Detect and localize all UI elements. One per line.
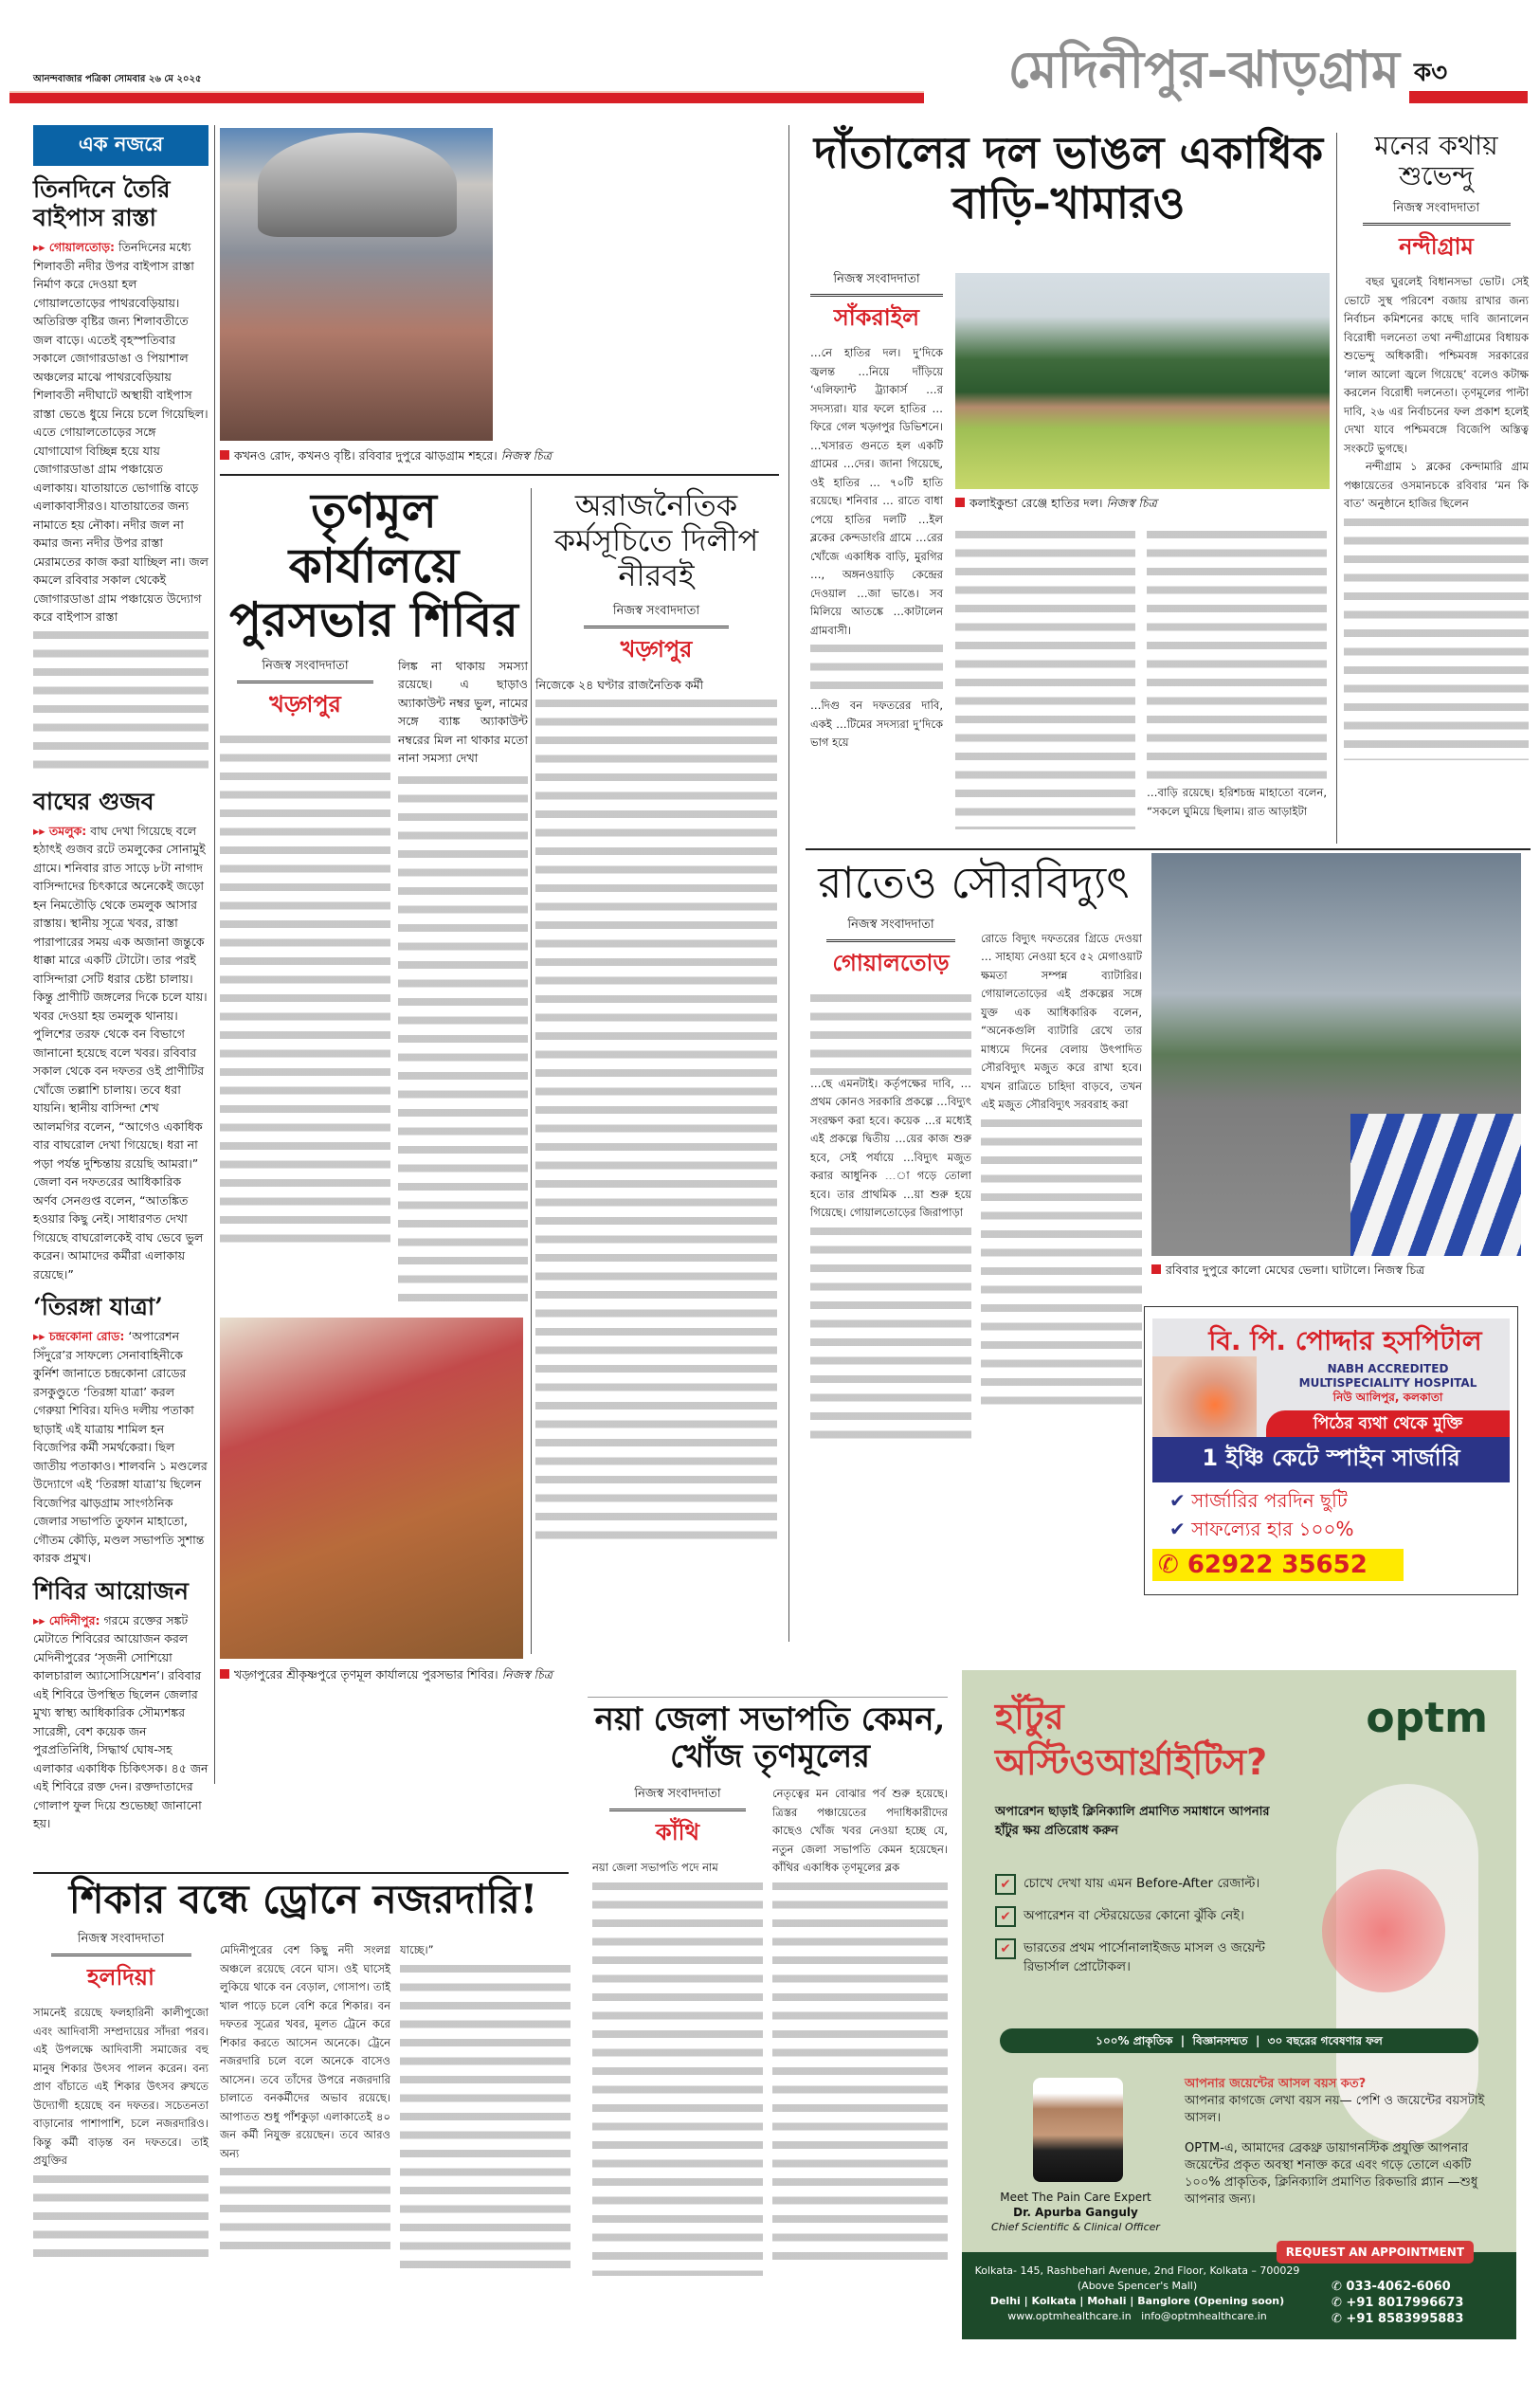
dateline-place: গোয়ালতোড় xyxy=(832,949,950,976)
photo-credit: নিজস্ব চিত্র xyxy=(1106,496,1157,510)
brief-place: ▸▸ তমলুক: xyxy=(33,824,86,838)
striped-railing xyxy=(1350,1114,1521,1256)
expert-name: Dr. Apurba Ganguly xyxy=(1013,2206,1138,2219)
ad-question-text: আপনার কাগজে লেখা বয়স নয়— পেশি ও জয়েন্টের বয়সটাই আসল। xyxy=(1185,2094,1485,2125)
address-note: (Above Spencer's Mall) xyxy=(1077,2280,1198,2292)
phone-line[interactable] xyxy=(1332,2311,1507,2327)
elephant-photo xyxy=(955,273,1330,489)
phone-number: +91 8583995883 xyxy=(1346,2312,1464,2326)
brief-text: তিনদিনের মধ্যে শিলাবতী নদীর উপর বাইপাস রাস্তা নির্মাণ করে দেওয়া হল গোয়ালতোড়ের পাথরবেড়িয়ায়। অতিরিক্ত বৃষ্টির জন্য শিলাবতীতে জল বাড়ে। এতেই বৃহস্পতিবার সকালে জোগারডাঙা ও পিয়াশাল অঞ্চলের মাঝে পাথরবেড়িয়ায় শিলাবতী নদীঘাটে অস্থায়ী বাইপাস রাস্তা ভেঙে ধুয়ে নিয়ে চলে গিয়েছিল। এতে গোয়ালতোড়ের সঙ্গে যোগাযোগ বিচ্ছিন্ন হয়ে যায় জোগারডাঙা গ্রাম পঞ্চায়েত এলাকায়। যাতায়াতে ভোগান্তি বাড়ে এলাকাবাসীরও। যাতায়াতের জন্য নামাতে হয় নৌকা। নদীর জল না কমার জন্য নদীর উপর রাস্তা মেরামতের কাজ করা যাচ্ছিল না। জল কমলে রবিবার সকাল থেকেই জোগারডাঙা গ্রাম পঞ্চায়েত উদ্যোগ করে বাইপাস রাস্তা xyxy=(33,240,209,624)
phone-number: 62922 35652 xyxy=(1187,1551,1368,1579)
expert-label: Meet The Pain Care Expert xyxy=(1000,2191,1151,2204)
drone-col1 xyxy=(33,1930,208,2265)
masthead-red-bar xyxy=(9,91,924,103)
photo-credit: নিজস্ব চিত্র xyxy=(501,1667,553,1682)
brief-title: তিনদিনে তৈরি বাইপাস রাস্তা xyxy=(33,175,171,231)
point-text: চোখে দেখা যায় এমন Before-After রেজাল্ট। xyxy=(1024,1876,1260,1891)
rain-photo-caption xyxy=(220,447,779,464)
poddar-hospital-ad[interactable] xyxy=(1144,1306,1518,1595)
dilip-body xyxy=(535,602,777,1548)
ad-headline: 1 ইঞ্চি কেটে স্পাইন সার্জারি xyxy=(1152,1437,1510,1482)
check-icon: ✔ xyxy=(1169,1489,1192,1512)
expert-title: Chief Scientific & Clinical Officer xyxy=(991,2221,1160,2233)
suvendu-body xyxy=(1344,199,1529,760)
article-text: সামনেই রয়েছে ফলহারিনী কালীপুজো এবং আদিবাসী সম্প্রদায়ের সাঁদরা পরব। এই উপলক্ষে আদিবাসী সমাজের বহু মানুষ শিকার উৎসব পালন করেন। বন্য প্রাণ বাঁচাতে এই শিকার উৎসব রুখতে উদ্যোগী হয়েছে বন দফতর। সচেতনতা বাড়ানোর পাশাপাশি, চলে নজরদারিও। কিন্তু কর্মী বাড়ন্ত বন দফতরে। তাই প্রযুক্তির xyxy=(33,2006,208,2168)
dateline-place: কাঁথি xyxy=(655,1819,700,1846)
brief-text: ‘অপারেশন সিঁদুরে’র সাফল্যে সেনাবাহিনীকে কুর্নিশ জানাতে চন্দ্রকোনা রোডের রসকুণ্ডুতে ‘তিরঙ্গা যাত্রা’ করল গেরুয়া শিবির। যদিও দলীয় পতাকা ছাড়াই এই যাত্রায় শামিল হন বিজেপির কর্মী সমর্থকেরা। ছিল জাতীয় পতাকাও। শালবনি ১ মণ্ডলের উদ্যোগে এই ‘তিরঙ্গা যাত্রা’য় ছিলেন বিজেপির ঝাড়গ্রাম সাংগঠনিক জেলার সভাপতি তুফান মাহাতো, গৌতম কৌড়ি, মণ্ডল সভাপতি সুশান্ত কারক প্রমুখ। xyxy=(33,1329,208,1565)
masthead-red-bar-right xyxy=(1409,91,1528,103)
ad-point xyxy=(1169,1486,1493,1515)
article-text: নয়া জেলা সভাপতি পদে নাম xyxy=(592,1861,718,1875)
knee-inflammation xyxy=(1322,1869,1445,1992)
brief-text: গরমে রক্তের সঙ্কট মেটাতে শিবিরের আয়োজন করল মেদিনীপুরের ‘সৃজনী সোশিয়ো কালচারাল অ্যাসোসিয়েশন’। রবিবার এই শিবিরে উপস্থিত ছিলেন জেলার মুখ্য স্বাস্থ্য আধিকারিক সৌম্যশঙ্কর সারেঙ্গী, বেশ কয়েক জন পুরপ্রতিনিধি, সিদ্ধার্থ ঘোষ-সহ এলাকার একাধিক চিকিৎসক। ৪৫ জন এই শিবিরে রক্ত দেন। রক্তদাতাদের গোলাপ ফুল দিয়ে শুভেচ্ছা জানানো হয়। xyxy=(33,1612,208,1830)
article-text: …বাড়ি রয়েছে। হরিশচন্দ্র মাহাতো বলেন, “সকলে ঘুমিয়ে ছিলাম। রাত আড়াইটা xyxy=(1147,786,1327,818)
article-text: …দিগু বন দফতরের দাবি, একই …টিমের সদস্যরা দু’দিকে ভাগ হয়ে xyxy=(810,699,943,749)
phone-number: +91 8017996673 xyxy=(1346,2296,1464,2310)
camp-photo xyxy=(220,1318,523,1659)
sidebar-label: এক নজরে xyxy=(33,125,208,166)
phone-icon: ✆ xyxy=(1332,2296,1347,2310)
ad-question: আপনার জয়েন্টের আসল বয়স কত? xyxy=(1185,2077,1367,2091)
district-col2 xyxy=(772,1785,948,2266)
column-divider xyxy=(531,488,532,1654)
optm-ad[interactable] xyxy=(962,1670,1516,2339)
dateline-place: নন্দীগ্রাম xyxy=(1399,233,1474,261)
optm-logo: optm xyxy=(1366,1694,1488,1742)
issue-date: সোমবার ২৬ মে ২০২৫ xyxy=(114,74,202,84)
camp-col1 xyxy=(220,657,390,1243)
drone-col2 xyxy=(220,1941,390,2258)
solar-col2 xyxy=(981,930,1142,1409)
ek-nozore-sidebar xyxy=(33,125,208,1833)
phone-icon: ✆ xyxy=(1332,2280,1347,2294)
ad-point xyxy=(995,1906,1279,1927)
byline: নিজস্ব সংবাদদাতা xyxy=(826,916,955,942)
accreditation: NABH ACCREDITED xyxy=(1327,1362,1449,1375)
drone-story xyxy=(33,1877,573,2273)
column-divider xyxy=(214,125,215,1784)
point-text: ভারতের প্রথম পার্সোনালাইজড মাসল ও জয়েন্ট রিভার্সাল প্রোটোকল। xyxy=(1024,1940,1265,1974)
brief-title: ‘তিরঙ্গা যাত্রা’ xyxy=(33,1293,163,1320)
section-title: মেদিনীপুর-ঝাড়গ্রাম xyxy=(1003,40,1400,99)
paper-name: আনন্দবাজার পত্রিকা xyxy=(33,74,111,84)
request-appointment-button[interactable]: REQUEST AN APPOINTMENT xyxy=(1277,2241,1474,2264)
solar-headline: রাতেও সৌরবিদ্যুৎ xyxy=(818,857,1130,908)
brief-title: বাঘের গুজব xyxy=(33,787,154,815)
phone-number: 033-4062-6060 xyxy=(1346,2280,1451,2294)
byline: নিজস্ব সংবাদদাতা xyxy=(51,1930,191,1956)
dateline-place: খড়্গপুর xyxy=(620,636,693,664)
masthead-paper-date xyxy=(33,72,201,88)
ghatal-photo xyxy=(1151,853,1521,1256)
hospital-type: MULTISPECIALITY HOSPITAL xyxy=(1298,1376,1477,1390)
check-icon: ✔ xyxy=(1169,1518,1192,1540)
brief-bypass xyxy=(33,175,208,778)
check-icon: ✔ xyxy=(995,1938,1016,1959)
website-link[interactable]: www.optmhealthcare.in xyxy=(1007,2310,1132,2322)
point-text: অপারেশন বা স্টেরয়েডের কোনো ঝুঁকি নেই। xyxy=(1024,1908,1245,1923)
ad-footer xyxy=(962,2252,1516,2339)
cities: Delhi | Kolkata | Mohali | Banglore (Opening soon) xyxy=(989,2295,1285,2307)
district-headline: নয়া জেলা সভাপতি কেমন, খোঁজ তৃণমূলের xyxy=(594,1700,946,1776)
phone-icon: ✆ xyxy=(1332,2312,1347,2326)
article-text: নেতৃত্বের মন বোঝার পর্ব শুরু হয়েছে। ত্রিস্তর পঞ্চায়েতের পদাধিকারীদের কাছেও খোঁজ খবর নেওয়া হচ্ছে যে, নতুন জেলা সভাপতি কেমন হয়েছেন। কাঁথির একাধিক তৃণমূলের ব্লক xyxy=(772,1787,948,1875)
email-link[interactable]: info@optmhealthcare.in xyxy=(1141,2310,1267,2322)
byline: নিজস্ব সংবাদদাতা xyxy=(810,270,943,297)
article-text: যাচ্ছে।” xyxy=(400,1943,434,1957)
ad-phone[interactable] xyxy=(1152,1549,1404,1581)
column-divider xyxy=(788,125,789,1642)
article-text: …ছে এমনটাই। কর্তৃপক্ষের দাবি, …প্রথম কোনও সরকারি প্রকল্পে …বিদ্যুৎ সংরক্ষণ করা হবে। কয়েক …র মধ্যেই এই প্রকল্পে দ্বিতীয় …য়ের কাজ শুরু হবে, সেই পর্যায়ে …বিদ্যুৎ মজুত করার আধুনিক …া গড়ে তোলা হবে। তার প্রাথমিক …য়া শুরু হয়ে গিয়েছে। গোয়ালতোড়ের জিরাপাড়া xyxy=(810,1076,971,1220)
ad-title: অস্টিওআর্থ্রাইটিস? xyxy=(995,1741,1268,1783)
ad-tagline: পিঠের ব্যথা থেকে মুক্তি xyxy=(1266,1410,1510,1437)
brief-camp xyxy=(33,1577,208,1833)
ad-top xyxy=(1152,1318,1510,1437)
byline: নিজস্ব সংবাদদাতা xyxy=(1363,199,1511,226)
back-pain-image xyxy=(1152,1356,1257,1437)
hospital-location: নিউ আলিপুর, কলকাতা xyxy=(1332,1391,1443,1404)
district-col1 xyxy=(592,1785,763,2276)
photo-credit: নিজস্ব চিত্র xyxy=(500,448,553,463)
check-icon: ✔ xyxy=(995,1906,1016,1927)
camp-col2 xyxy=(398,657,528,1302)
brief-place: ▸▸ গোয়ালতোড়: xyxy=(33,240,115,254)
article-text: রোডে বিদ্যুৎ দফতরের গ্রিডে দেওয়া … সাহায্য নেওয়া হবে ৫২ মেগাওয়াট ক্ষমতা সম্পন্ন ব্যাটারির। গোয়ালতোড়ের এই প্রকল্পের সঙ্গে যুক্ত এক আধিকারিক বলেন, “অনেকগুলি ব্যাটারি রেখে তার মাধ্যমে দিনের বেলায় উৎপাদিত সৌরবিদ্যুৎ মজুত করে রাখা হবে। যখন রাত্রিতে চাহিদা বাড়বে, তখন এই মজুত সৌরবিদ্যুৎ সরবরাহ করা xyxy=(981,931,1142,1112)
check-icon: ✔ xyxy=(995,1874,1016,1895)
brief-text: বাঘ দেখা গিয়েছে বলে হঠাৎই গুজব রটে তমলুকের সোনামুই গ্রামে। শনিবার রাত সাড়ে ৮টা নাগাদ বাসিন্দাদের চিৎকারে অনেকেই জড়ো হন নিমতৌড়ি থেকে তমলুক আসার রাস্তায়। স্থানীয় সূত্রে খবর, রাস্তা পারাপারের সময় এক অজানা জন্তুকে ধাক্কা মারে একটি টোটো। তার পরই বাসিন্দারা সেটি ধরার চেষ্টা চালায়। কিন্তু প্রাণীটি জঙ্গলের দিকে চলে যায়। খবর দেওয়া হয় তমলুক থানায়। পুলিশের তরফ থেকে বন বিভাগে জানানো হয়েছে বলে খবর। রবিবার সকাল থেকে বন দফতর ওই প্রাণীটির খোঁজে তল্লাশি চালায়। তবে ধরা যায়নি। স্থানীয় বাসিন্দা শেখ আলমগির বলেন, “আগেও একাধিক বার বাঘরোল দেখা গিয়েছে। ধরা না পড়া পর্যন্ত দুশ্চিন্তায় রয়েছি আমরা।” জেলা বন দফতরের আধিকারিক অর্ণব সেনগুপ্ত বলেন, “আতঙ্কিত হওয়ার কিছু নেই। সাধারণত দেখা গিয়েছে বাঘরোলকেই বাঘ ভেবে ভুল করেন। আমাদের কর্মীরা এলাকায় রয়েছে।” xyxy=(33,823,208,1282)
article-text: মেদিনীপুরের বেশ কিছু নদী সংলগ্ন অঞ্চলে রয়েছে বেনে ঘাস। ওই ঘাসেই লুকিয়ে থাকে বন বেড়াল, গোসাপ। তাই খাল পাড়ে চলে বেশি করে শিকার। বন দফতর সূত্রের খবর, মূলত ট্রেনে করে শিকার করতে আসেন অনেকে। ট্রেনে নজরদারি চলে বলে অনেকে বাসেও আসেন। তবে তাঁদের উপরে নজরদারি চালাতে বনকর্মীদের অভাব রয়েছে। আপাতত শুধু পাঁশকুড়া এলাকাতেই ৪০ জন কর্মী নিযুক্ত রয়েছেন। তবে আরও অন্য xyxy=(220,1943,390,2160)
photo-credit: নিজস্ব চিত্র xyxy=(1374,1263,1425,1277)
ad-band: ১০০% প্রাকৃতিক | বিজ্ঞানসম্মত | ৩০ বছরের গবেষণার ফল xyxy=(1000,2028,1478,2053)
point-text: সাফল্যের হার ১০০% xyxy=(1191,1518,1354,1540)
caption-text: রবিবার দুপুরে কালো মেঘের ভেলা। ঘাটালে। xyxy=(1166,1263,1371,1277)
divider xyxy=(33,1872,569,1874)
phone-icon: ✆ xyxy=(1158,1551,1187,1579)
drone-headline: শিকার বন্ধে ড্রোনে নজরদারি! xyxy=(68,1876,538,1922)
umbrella-shape xyxy=(258,133,457,237)
camp-story xyxy=(220,483,528,1302)
article-text: নন্দীগ্রাম ১ ব্লকের কেন্দামারি গ্রাম পঞ্চায়েতের ওসমানচকে রবিবার ‘মন কি বাত’ অনুষ্ঠানে হাজির ছিলেন xyxy=(1344,460,1529,511)
byline: নিজস্ব সংবাদদাতা xyxy=(584,602,729,628)
elephant-col2 xyxy=(955,526,1135,829)
elephant-col1 xyxy=(810,270,943,753)
brief-place: ▸▸ মেদিনীপুর: xyxy=(33,1613,100,1627)
drone-col3 xyxy=(400,1941,571,2273)
phone-line[interactable] xyxy=(1332,2295,1507,2311)
article-text: …নে হাতির দল। দু’দিকে জ্বলন্ত …নিয়ে দাঁড়িয়ে ‘এলিফ্যান্ট ট্র্যাকার্স …র সদস্যরা। যার ফলে হাতির …ফিরে গেল খড়্গপুর ডিভিশনে। …খসারত গুনতে হল একটি গ্রামের …দের। জানা গিয়েছে, ওই হাতির … ৭০টি হাতি রয়েছে। শনিবার … রাতে বাধা পেয়ে হাতির দলটি …ইল ব্লকের কেন্দডাংরি গ্রামে …রের খোঁজে একাধিক বাড়ি, মুরগির …, অঙ্গনওয়াড়ি কেন্দ্রের দেওয়াল …জা ভাঙে। সব মিলিয়ে আতঙ্কে …কাটালেন গ্রামবাসী। xyxy=(810,346,943,637)
dilip-headline: অরাজনৈতিক কর্মসূচিতে দিলীপ নীরবই xyxy=(553,487,759,593)
article-text: লিঙ্ক না থাকায় সমস্যা রয়েছে। এ ছাড়াও অ্যাকাউন্ট নম্বর ভুল, নামের সঙ্গে ব্যাঙ্ক অ্যাকাউন্ট নম্বরের মিল না থাকার মতো নানা সমস্যা দেখা xyxy=(398,658,528,765)
column-divider xyxy=(1336,133,1337,844)
solar-story xyxy=(806,858,1142,1441)
suvendu-story xyxy=(1344,131,1529,760)
ad-point xyxy=(1169,1515,1493,1543)
hospital-name: বি. পি. পোদ্দার হসপিটাল xyxy=(1208,1325,1482,1356)
elephant-headline: দাঁতালের দল ভাঙল একাধিক বাড়ি-খামারও xyxy=(813,127,1324,228)
caption-text: খড়্গপুরের শ্রীকৃষ্ণপুরে তৃণমূল কার্যালয়ে পুরসভার শিবির। xyxy=(234,1667,498,1682)
brief-tiger xyxy=(33,788,208,1284)
camp-photo-caption xyxy=(220,1666,575,1683)
elephant-col3 xyxy=(1147,526,1327,821)
dateline-place: হলদিয়া xyxy=(86,1964,155,1991)
ad-point xyxy=(995,1938,1279,1976)
dateline-place: সাঁকরাইল xyxy=(833,304,920,331)
doctor-photo xyxy=(1033,2078,1123,2182)
byline: নিজস্ব সংবাদদাতা xyxy=(609,1785,746,1811)
elephant-photo-caption xyxy=(955,495,1330,512)
ghatal-photo-caption xyxy=(1151,1262,1521,1279)
ad-subtitle: অপারেশন ছাড়াই ক্লিনিক্যালি প্রমাণিত সমাধানে আপনার হাঁটুর ক্ষয় প্রতিরোধ করুন xyxy=(995,1805,1270,1838)
address: Kolkata- 145, Rashbehari Avenue, 2nd Floor, Kolkata – 700029 xyxy=(974,2264,1300,2277)
phone-line[interactable] xyxy=(1332,2279,1507,2295)
caption-text: কলাইকুন্ডা রেঞ্জে হাতির দল। xyxy=(969,496,1103,510)
dilip-story xyxy=(535,488,777,1548)
camp-headline: তৃণমূল কার্যালয়ে পুরসভার শিবির xyxy=(229,482,518,647)
point-text: সার্জারির পরদিন ছুটি xyxy=(1191,1489,1348,1512)
divider xyxy=(806,848,1531,850)
divider xyxy=(220,474,779,476)
ad-point xyxy=(995,1874,1279,1895)
divider xyxy=(588,1697,948,1698)
dateline-place: খড়্গপুর xyxy=(269,690,341,718)
brief-title: শিবির আয়োজন xyxy=(33,1576,189,1605)
brief-place: ▸▸ চন্দ্রকোনা রোড: xyxy=(33,1329,124,1343)
district-story xyxy=(588,1701,952,2276)
ad-title: হাঁটুর xyxy=(995,1696,1064,1737)
rain-umbrella-photo xyxy=(220,128,493,441)
suvendu-headline: মনের কথায় শুভেন্দু xyxy=(1374,130,1498,192)
byline: নিজস্ব সংবাদদাতা xyxy=(237,657,373,683)
article-text: নিজেকে ২৪ ঘণ্টার রাজনৈতিক কর্মী xyxy=(535,678,704,693)
solar-col1 xyxy=(810,916,971,1441)
ad-description: OPTM-এ, আমাদের ব্রেকথ্রু ডায়াগনস্টিক প্রযুক্তি আপনার জয়েন্টের প্রকৃত অবস্থা শনাক্ত করে এবং গড়ে তোলে একটি ১০০% প্রাকৃতিক, ক্লিনিক্যালি প্রমাণিত রিকভারি প্ল্যান —শুধু আপনার জন্য। xyxy=(1185,2141,1478,2207)
brief-tiranga xyxy=(33,1293,208,1568)
caption-text: কখনও রোদ, কখনও বৃষ্টি। রবিবার দুপুরে ঝাড়গ্রাম শহরে। xyxy=(234,448,498,463)
article-text: বছর ঘুরলেই বিধানসভা ভোট। সেই ভোটে সুস্থ পরিবেশ বজায় রাখার জন্য নির্বাচন কমিশনের কাছে দাবি জানালেন বিরোধী দলনেতা তথা নন্দীগ্রামের বিধায়ক শুভেন্দু অধিকারী। পশ্চিমবঙ্গ সরকারের ‘লাল আলো জ্বলে গিয়েছে’ বলেও কটাক্ষ করলেন বিরোধী দলনেতা। তৃণমূলের পাল্টা দাবি, ২৬ এর নির্বাচনের ফল প্রকাশ হলেই দেখা যাবে পশ্চিমবঙ্গে বিজেপি অস্তিত্ব সংকটে ভুগছে। xyxy=(1344,275,1529,455)
page-number: ক৩ xyxy=(1414,59,1448,87)
